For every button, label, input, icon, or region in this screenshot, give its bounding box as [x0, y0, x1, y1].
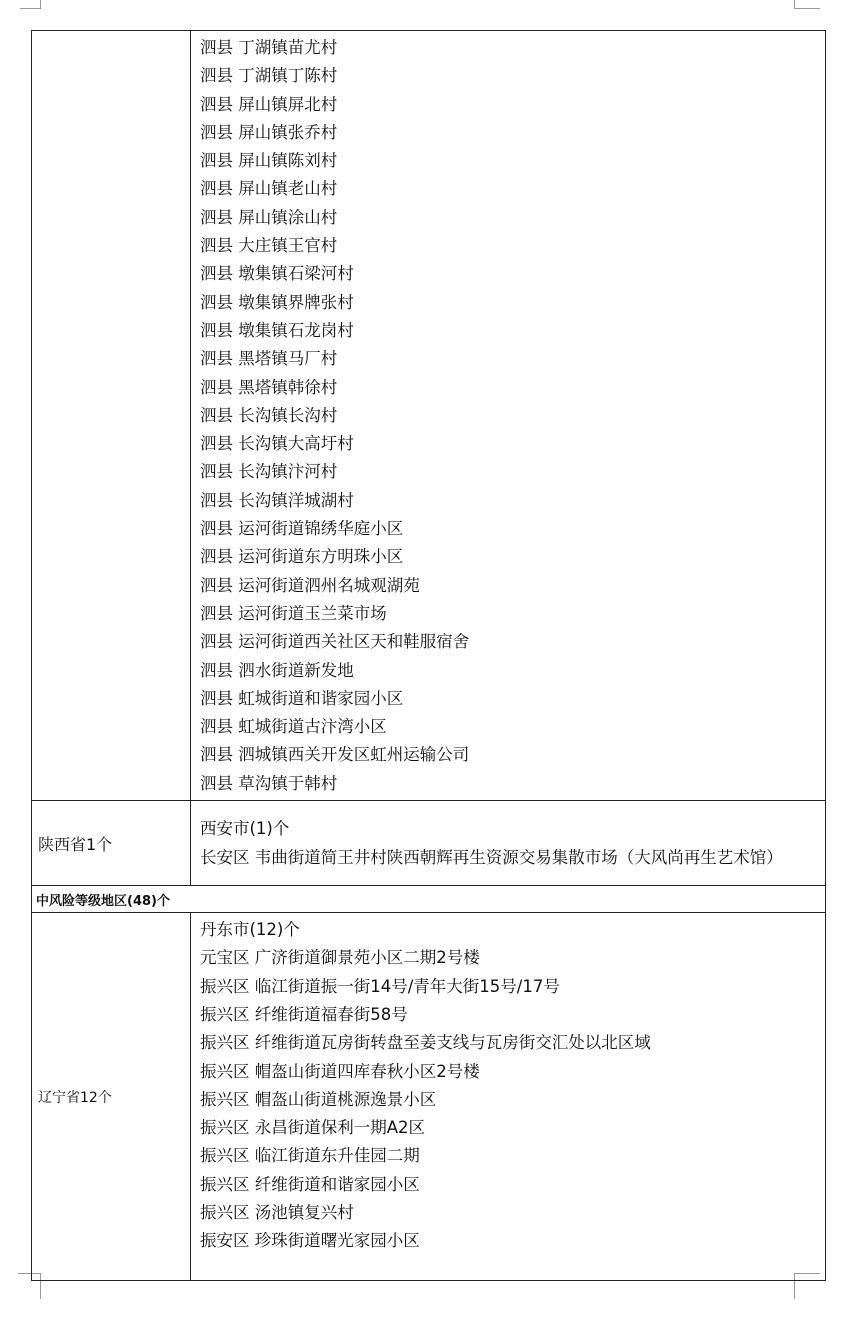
area-line: 泗县 长沟镇长沟村	[200, 405, 338, 425]
section-header-medium-risk: 中风险等级地区(48)个	[32, 886, 826, 913]
area-list-block1	[200, 34, 819, 798]
area-line: 振兴区 汤池镇复兴村	[200, 1202, 354, 1222]
area-line: 元宝区 广济街道御景苑小区二期2号楼	[200, 948, 480, 968]
area-line: 泗县 丁湖镇苗尤村	[200, 38, 338, 57]
crop-mark-top-left-h	[20, 8, 41, 9]
area-line: 泗县 丁湖镇丁陈村	[200, 66, 338, 86]
area-line: 泗县 草沟镇于韩村	[200, 773, 338, 793]
crop-mark-top-right-v	[794, 0, 795, 8]
area-line: 泗县 屏山镇张乔村	[200, 122, 338, 142]
crop-mark-top-right-h	[794, 8, 820, 9]
area-line: 振兴区 纤维街道福春街58号	[200, 1004, 408, 1024]
area-line: 泗县 屏山镇涂山村	[200, 207, 338, 227]
area-line: 泗县 墩集镇界牌张村	[200, 292, 354, 312]
table-row-liaoning	[32, 913, 826, 1281]
area-line: 振兴区 永昌街道保利一期A2区	[200, 1118, 426, 1138]
area-line: 振兴区 纤维街道瓦房街转盘至姜支线与瓦房街交汇处以北区域	[200, 1033, 651, 1053]
area-line: 振兴区 纤维街道和谐家园小区	[200, 1174, 420, 1194]
area-list-cell-shaanxi	[191, 801, 826, 886]
risk-area-table	[31, 30, 826, 1281]
area-list-cell-liaoning	[191, 913, 826, 1281]
area-line: 泗县 黑塔镇马厂村	[200, 349, 338, 369]
area-line: 振兴区 临江街道振一街14号/青年大街15号/17号	[200, 976, 560, 996]
area-line: 振安区 珍珠街道曙光家园小区	[200, 1231, 420, 1251]
area-line: 泗县 墩集镇石龙岗村	[200, 320, 354, 340]
area-line: 泗县 运河街道泗州名城观湖苑	[200, 575, 420, 595]
area-line: 振兴区 帽盔山街道桃源逸景小区	[200, 1089, 437, 1109]
province-cell-liaoning: 辽宁省12个	[32, 913, 191, 1281]
section-header-row	[32, 886, 826, 913]
area-line: 泗县 运河街道西关社区天和鞋服宿舍	[200, 632, 470, 652]
city-line-xian: 西安市(1)个	[200, 819, 290, 839]
area-line: 泗县 虹城街道古汴湾小区	[200, 717, 387, 737]
area-line: 泗县 墩集镇石梁河村	[200, 264, 354, 284]
area-list-liaoning	[200, 944, 819, 1255]
area-line: 泗县 黑塔镇韩徐村	[200, 377, 338, 397]
area-line: 振兴区 帽盔山街道四库春秋小区2号楼	[200, 1061, 480, 1081]
area-line: 泗县 泗城镇西关开发区虹州运输公司	[200, 745, 470, 765]
table-row-block1	[32, 31, 826, 801]
area-line: 泗县 运河街道东方明珠小区	[200, 547, 404, 567]
table-row-shaanxi	[32, 801, 826, 886]
area-line: 泗县 泗水街道新发地	[200, 660, 354, 680]
area-line: 泗县 屏山镇老山村	[200, 179, 338, 199]
area-line: 振兴区 临江街道东升佳园二期	[200, 1146, 420, 1166]
area-line: 泗县 运河街道玉兰菜市场	[200, 603, 387, 623]
area-list-cell-block1	[191, 31, 826, 801]
area-line: 泗县 运河街道锦绣华庭小区	[200, 519, 404, 539]
area-line: 泗县 屏山镇屏北村	[200, 94, 338, 114]
city-line-dandong: 丹东市(12)个	[200, 920, 300, 940]
crop-mark-top-left-v	[40, 0, 41, 8]
province-cell-shaanxi: 陕西省1个	[32, 801, 191, 886]
area-line: 泗县 虹城街道和谐家园小区	[200, 688, 404, 708]
area-line: 泗县 屏山镇陈刘村	[200, 151, 338, 171]
area-line: 泗县 长沟镇洋城湖村	[200, 490, 354, 510]
province-cell-block1	[32, 31, 191, 801]
area-line: 泗县 长沟镇汴河村	[200, 462, 338, 482]
area-line-changan: 长安区 韦曲街道简王井村陕西朝辉再生资源交易集散市场（大风尚再生艺术馆）	[200, 847, 783, 867]
area-line: 泗县 长沟镇大高圩村	[200, 434, 354, 454]
area-line: 泗县 大庄镇王官村	[200, 236, 338, 256]
